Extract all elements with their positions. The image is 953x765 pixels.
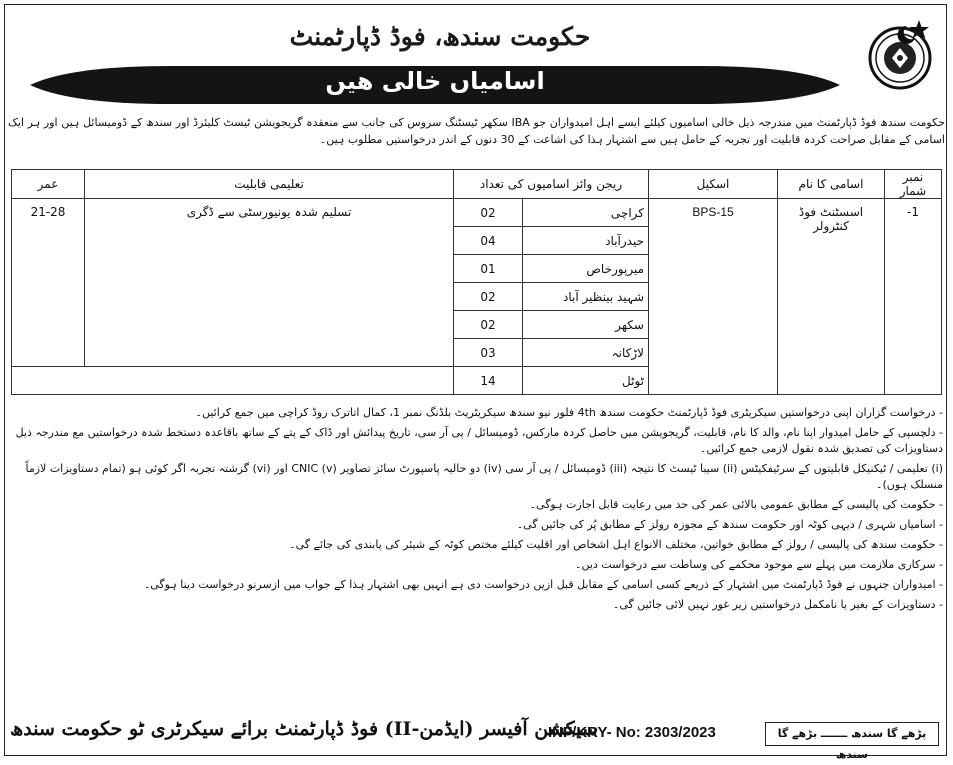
intro-paragraph: حکومت سندھ فوڈ ڈپارٹمنٹ میں مندرجہ ذیل خالی اسامیوں کیلئے ایسے اہل امیدواران جو IBA سکھر ٹیسٹنگ سروس کی جانب سے منعقدہ گریجویشن ٹیسٹ کلیئرڈ اور سندھ کے ڈومیسائل ہیں اور ہر ایک اسامی کے مقابل صراحت کردہ قابلیت اور تجربہ کے حامل ہیں سے اشتہار ہذا کی اشاعت کے 30 دنوں کے اندر درخواستیں مطلوب ہیں۔	[8, 116, 945, 146]
department-title: حکومت سندھ، فوڈ ڈپارٹمنٹ	[289, 22, 591, 51]
condition-item: - حکومت سندھ کی پالیسی / رولز کے مطابق خواتین، مختلف الانواع اہل اشخاص اور اقلیت کیلئے مختص کوٹہ کے شیئر کی پابندی کی جائے گی۔	[289, 538, 943, 551]
header-serial: نمبر شمار	[885, 170, 942, 199]
post-cell: اسسٹنٹ فوڈ کنٹرولر	[778, 199, 885, 395]
qualification-cell: تسلیم شدہ یونیورسٹی سے ڈگری	[85, 199, 454, 367]
scale-cell: BPS-15	[649, 199, 778, 395]
region-name: سکھر	[523, 311, 649, 339]
condition-item: - درخواست گزاران اپنی درخواستیں سیکریٹری فوڈ ڈپارٹمنٹ حکومت سندھ 4th فلور نیو سندھ سیکریٹریٹ بلڈنگ نمبر 1، کمال اتاترک روڈ کراچی میں جمع کرائیں۔	[195, 406, 943, 419]
condition-item: - اسامیاں شہری / دیہی کوٹہ اور حکومت سندھ کے مجوزہ رولز کے مطابق پُر کی جائیں گی۔	[516, 518, 943, 531]
table-row	[12, 199, 942, 227]
region-count: 02	[454, 311, 523, 339]
region-count: 04	[454, 227, 523, 255]
total-count: 14	[454, 367, 523, 395]
region-count: 02	[454, 199, 523, 227]
header-scale: اسکیل	[649, 170, 778, 199]
header-age: عمر	[12, 170, 85, 199]
region-count: 03	[454, 339, 523, 367]
total-label: ٹوٹل	[523, 367, 649, 395]
table-header-row	[12, 170, 942, 199]
slogan-box: پڑھے گا سندھ ـــــــ بڑھے گا سندھ	[765, 722, 939, 746]
region-name: حیدرآباد	[523, 227, 649, 255]
condition-item: (i) تعلیمی / ٹیکنیکل قابلیتوں کے سرٹیفکیٹس (ii) سیبا ٹیسٹ کا نتیجہ (iii) ڈومیسائل / پی آر سی (iv) دو حالیہ پاسپورٹ سائز تصاویر (v) CNIC اور (vi) گزشتہ تجربہ اگر کوئی ہو (تمام دستاویزات لازماً منسلک ہوں)۔	[25, 462, 943, 491]
condition-item: - حکومت کی پالیسی کے مطابق عمومی بالائی عمر کی حد میں رعایت قابل اجازت ہوگی۔	[529, 498, 943, 511]
conditions-list	[8, 405, 943, 617]
government-of-sindh-logo	[859, 14, 941, 96]
condition-item: - دستاویزات کے بغیر یا نامکمل درخواستیں زیر غور نہیں لائی جائیں گی۔	[612, 598, 943, 611]
region-name: شہید بینظیر آباد	[523, 283, 649, 311]
vacancies-banner	[30, 64, 840, 106]
total-blank-cell	[12, 367, 454, 395]
banner-title: اسامیاں خالی ھیں	[325, 67, 545, 95]
vacancies-table	[11, 169, 942, 395]
inf-number: INF/KRY- No: 2303/2023	[548, 724, 716, 741]
serial-cell: -1	[885, 199, 942, 395]
condition-item: - سرکاری ملازمت میں پہلے سے موجود محکمے کی وساطت سے درخواست دیں۔	[575, 558, 943, 571]
region-name: کراچی	[523, 199, 649, 227]
region-name: لاڑکانہ	[523, 339, 649, 367]
condition-item: - امیدواران جنہوں نے فوڈ ڈپارٹمنٹ میں اشتہار کے ذریعے کسی اسامی کے مقابل قبل ازیں درخواست دی ہے انہیں بھی اشتہار ہذا کے جواب میں ازسرنو درخواست دینا ہوگی۔	[143, 578, 943, 591]
header-qualification: تعلیمی قابلیت	[85, 170, 454, 199]
header-vacancies: ریجن وائز اسامیوں کی تعداد	[454, 170, 649, 199]
region-count: 01	[454, 255, 523, 283]
issuing-officer: سیکشن آفیسر (ایڈمن-II) فوڈ ڈپارٹمنٹ برائے سیکرٹری ٹو حکومت سندھ	[10, 718, 598, 740]
region-name: میرپورخاص	[523, 255, 649, 283]
age-cell: 21-28	[12, 199, 85, 367]
condition-item: - دلچسپی کے حامل امیدوار اپنا نام، والد کا نام، قابلیت، گریجویشن میں حاصل کردہ مارکس، ڈومیسائل / پی آر سی، تاریخ پیدائش اور ڈاک کے پتے کے ساتھ باقاعدہ دستخط شدہ درخواستیں مع مندرجہ ذیل دستاویزات کی تصدیق شدہ نقول لازمی جمع کرائیں۔	[15, 426, 943, 455]
header-post: اسامی کا نام	[778, 170, 885, 199]
region-count: 02	[454, 283, 523, 311]
